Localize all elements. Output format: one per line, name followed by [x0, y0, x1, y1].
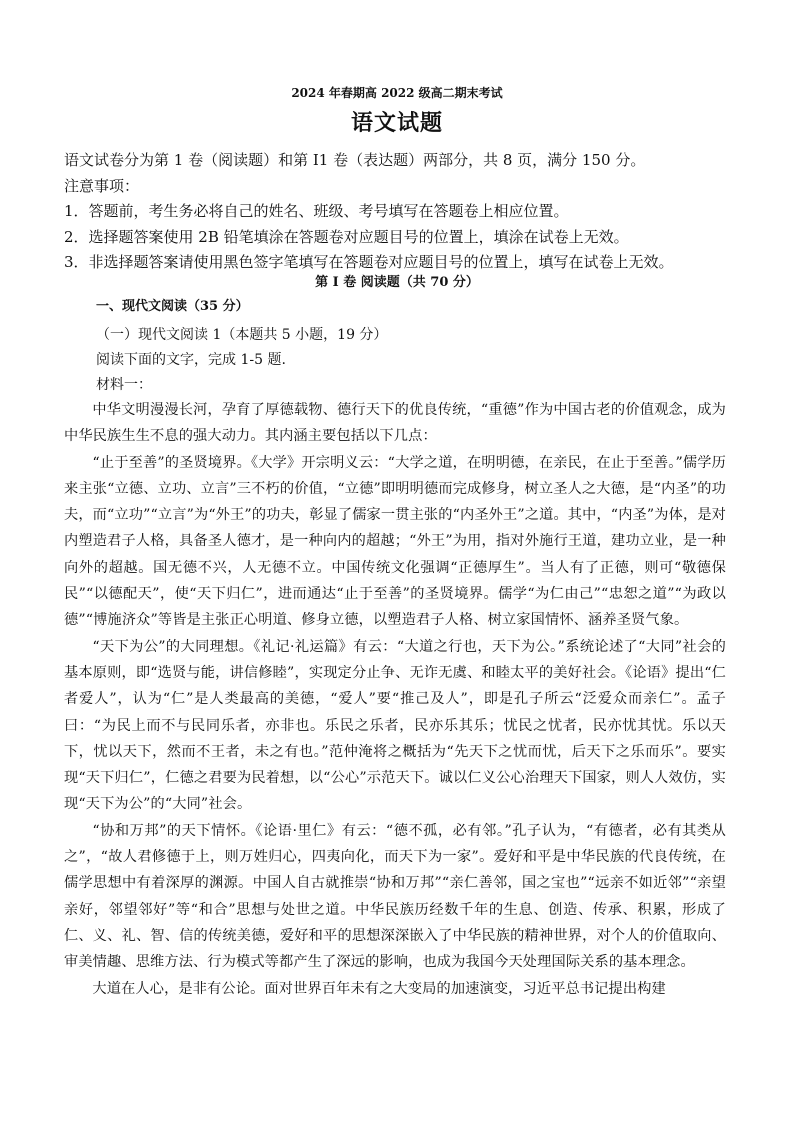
passage-paragraph: “止于至善”的圣贤境界。《大学》开宗明义云：“大学之道，在明明德，在亲民，在止于至善。”儒学历来主张“立德、立功、立言”三不朽的价值，“立德”即明明德而完成修身，树立圣人之大德，是“内圣”的功夫，而“立功”“立言”为“外王”的功夫，彰显了儒家一贯主张的“内圣外王”之道。其中，“内圣”为体，是对内塑造君子人格，具备圣人德才，是一种向内的超越；“外王”为用，指对外施行王道，建功立业，是一种向外的超越。国无德不兴，人无德不立。中国传统文化强调“正德厚生”。当人有了正德，则可“敬德保民”“以德配天”，使“天下归仁”，进而通达“止于至善”的圣贤境界。儒学“为仁由己”“忠恕之道”“为政以德”“博施济众”等皆是主张正心明道、修身立德，以塑造君子人格、树立家国情怀、涵养圣贤气象。	[64, 454, 726, 629]
subject-title: 语文试题	[350, 110, 443, 136]
passage-paragraph: 大道在人心，是非有公论。面对世界百年未有之大变局的加速演变，习近平总书记提出构建	[92, 980, 666, 997]
exam-notes	[64, 148, 744, 276]
notes-heading: 注意事项：	[64, 176, 140, 195]
passage-paragraph: “协和万邦”的天下情怀。《论语·里仁》有云：“德不孤，必有邻。”孔子认为，“有德者，必有其类从之”，“故人君修德于上，则万姓归心，四夷向化，而天下为一家”。爱好和平是中华民族的代良传统，在儒学思想中有着深厚的渊源。中国人自古就推崇“协和万邦”“亲仁善邻，国之宝也”“远亲不如近邻”“亲望亲好，邻望邻好”等“和合”思想与处世之道。中华民族历经数千年的生息、创造、传承、积累，形成了仁、义、礼、智、信的传统美德，爱好和平的思想深深嵌入了中华民族的精神世界，对个人的价值取向、审美情趣、思维方法、行为模式等都产生了深远的影响，也成为我国今天处理国际关系的基本理念。	[64, 822, 726, 971]
paper-description: 语文试卷分为第 1 卷（阅读题）和第 I1 卷（表达题）两部分，共 8 页，满分 150 分。	[64, 151, 646, 169]
section-heading: 一、现代文阅读（35 分）	[96, 299, 249, 314]
reading-instruction: 阅读下面的文字，完成 1-5 题.	[96, 352, 286, 368]
note-item-3: 3．非选择题答案请使用黑色签字笔填写在答题卷对应题目号的位置上，填写在试卷上无效。	[64, 253, 674, 271]
note-item-2: 2．选择题答案使用 2B 铅笔填涂在答题卷对应题目号的位置上，填涂在试卷上无效。	[64, 227, 629, 246]
reading-passage	[64, 397, 726, 1002]
passage-paragraph: “天下为公”的大同理想。《礼记·礼运篇》有云：“大道之行也，天下为公。”系统论述了“大同”社会的基本原则，即“选贤与能，讲信修睦”，实现定分止争、无诈无虞、和睦太平的美好社会。《论语》提出“仁者爱人”，认为“仁”是人类最高的美德，“爱人”要“推己及人”，即是孔子所云“泛爱众而亲仁”。孟子曰：“为民上而不与民同乐者，亦非也。乐民之乐者，民亦乐其乐；忧民之忧者，民亦忧其忧。乐以天下，忧以天下，然而不王者，未之有也。”范仲淹将之概括为“先天下之忧而忧，后天下之乐而乐”。要实现“天下归仁”，仁德之君要为民着想，以“公心”示范天下。诚以仁义公心治理天下国家，则人人效仿，实现“天下为公”的“大同”社会。	[64, 638, 726, 813]
material-label: 材料一：	[96, 377, 152, 393]
part-heading: 第 I 卷 阅读题（共 70 分）	[315, 275, 479, 290]
subsection-heading: （一）现代文阅读 1（本题共 5 小题，19 分）	[96, 327, 388, 343]
note-item-1: 1．答题前，考生务必将自己的姓名、班级、考号填写在答题卷上相应位置。	[64, 202, 569, 220]
exam-title: 2024 年春期高 2022 级高二期末考试	[291, 86, 503, 100]
passage-paragraph: 中华文明漫漫长河，孕育了厚德载物、德行天下的优良传统，“重德”作为中国古老的价值观念，成为中华民族生生不息的强大动力。其内涵主要包括以下几点：	[64, 402, 726, 445]
